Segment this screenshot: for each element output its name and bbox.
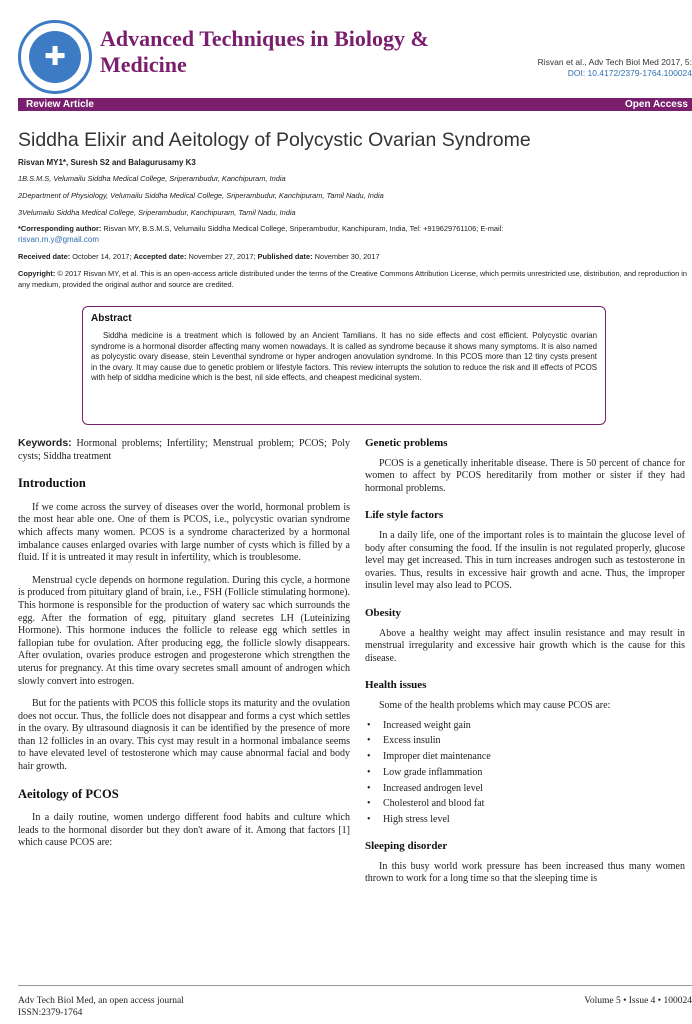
article-dates: [18, 252, 688, 263]
abstract-box: [82, 306, 606, 425]
aeitology-heading: Aeitology of PCOS: [18, 786, 119, 801]
journal-seal-icon: ✚: [29, 31, 81, 83]
copyright-label: Copyright:: [18, 269, 56, 278]
obesity-paragraph: Above a healthy weight may affect insulin resistance and may result in menstrual irregularity and excessive hair growth which is the cause for this disease.: [365, 627, 685, 664]
health-issues-heading: Health issues: [365, 679, 427, 692]
received-label: Received date:: [18, 252, 71, 261]
genetic-paragraph: PCOS is a genetically inheritable disease. There is 50 percent of chance for women to affect by PCOS hereditarily from mother or sister if they had hormonal problems.: [365, 457, 685, 494]
genetic-heading: Genetic problems: [365, 437, 448, 449]
published-label: Published date:: [257, 252, 313, 261]
affiliation-2: 2Department of Physiology, Velumailu Siddha Medical College, Sriperambudur, Kanchipuram, Tamil Nadu, India: [18, 191, 384, 200]
author-list: Risvan MY1*, Suresh S2 and Balagurusamy K3: [18, 158, 196, 167]
corresponding-label: *Corresponding author:: [18, 224, 102, 233]
footer-issn: ISSN:2379-1764: [18, 1008, 83, 1018]
health-issues-list: [365, 718, 685, 829]
list-item: • Cholesterol and blood fat: [365, 796, 685, 812]
footer-divider: [18, 985, 692, 986]
list-item: • Increased weight gain: [365, 718, 685, 734]
affiliation-3: 3Velumailu Siddha Medical College, Sriperambudur, Kanchipuram, Tamil Nadu, India: [18, 208, 296, 217]
health-issues-paragraph: Some of the health problems which may cause PCOS are:: [379, 699, 611, 711]
email-link[interactable]: risvan.m.y@gmail.com: [18, 234, 100, 244]
keywords-label: Keywords:: [18, 437, 72, 449]
keywords-text: Hormonal problems; Infertility; Menstrual problem; PCOS; Poly cysts; Siddha treatment: [18, 438, 350, 462]
right-column: [365, 437, 685, 886]
keywords: [18, 437, 350, 463]
received-date: October 14, 2017;: [72, 252, 132, 261]
lifestyle-paragraph: In a daily life, one of the important roles is to maintain the glucose level of body after consuming the food. If the insulin is not regulated properly, glucose level may get increased. This in turn increases androgen such as testosterone in ovaries. Thus, results in excessive hair growth and acne. Thus, the improper insulin level may also lead to PCOS.: [365, 529, 685, 592]
article-title: Siddha Elixir and Aeitology of Polycystic Ovarian Syndrome: [18, 129, 531, 151]
accepted-label: Accepted date:: [133, 252, 187, 261]
citation-block: [538, 57, 692, 79]
abstract-heading: Abstract: [91, 313, 132, 324]
introduction-heading: Introduction: [18, 476, 86, 491]
left-column: [18, 437, 350, 850]
list-item: • Increased androgen level: [365, 781, 685, 797]
copyright-text: © 2017 Risvan MY, et al. This is an open-access article distributed under the terms of the Creative Commons Attribution License, which permits unrestricted use, distribution, and reproduction in any medium, provided the original author and source are credited.: [18, 269, 688, 289]
open-access-label: Open Access: [625, 99, 688, 110]
aeitology-paragraph: In a daily routine, women undergo different food habits and culture which leads to the hormonal disorder but they don't aware of it. Among that factors [1] which cause PCOS are:: [18, 812, 350, 849]
article-type-banner: [18, 98, 692, 111]
footer-volume: Volume 5 • Issue 4 • 100024: [584, 996, 692, 1006]
journal-title: Advanced Techniques in Biology & Medicine: [100, 26, 429, 77]
corresponding-text: Risvan MY, B.S.M.S, Velumailu Siddha Medical College, Sriperambudur, Kanchipuram, India, Tel: +919629761106; E-mail:: [103, 224, 504, 233]
journal-logo: [18, 20, 92, 94]
affiliation-1: 1B.S.M.S, Velumailu Siddha Medical College, Sriperambudur, Kanchipuram, India: [18, 174, 286, 183]
list-item: • Improper diet maintenance: [365, 749, 685, 765]
obesity-heading: Obesity: [365, 606, 402, 619]
list-item: • High stress level: [365, 812, 685, 828]
abstract-text: Siddha medicine is a treatment which is followed by an Ancient Tamilians. It has no side effects and cost efficient. Polycystic ovarian syndrome is a hormonal disorder affecting many women nowadays. It is called as syndrome because it shows many symptoms. It is also named as polycystic ovary disease, stein Leventhal syndrome or hyper androgen anovulation syndrome. In this PCOS more than 12 tiny cysts present in the ovary. It may cause due to genetic problem or lifestyle factors. This review interrupts the solution to reduce the risk and ill effects of PCOS with help of siddha medicine which is the best, nil side effects, and cheapest medicinal system.: [91, 331, 597, 383]
article-type-label: Review Article: [26, 99, 94, 110]
sleeping-disorder-paragraph: In this busy world work pressure has been increased thus many women thrown to work for a long time so that the sleeping time is: [365, 860, 685, 885]
published-date: November 30, 2017: [314, 252, 380, 261]
intro-paragraph-2: Menstrual cycle depends on hormone regulation. During this cycle, a hormone is produced from pituitary gland of brain, i.e., FSH (Follicle stimulating hormone). This hormone is responsible for the production of watery sac which surrounds the egg. After the formation of egg, pituitary gland secretes LH (Luteinizing Hormone). This hormone induces the follicle to release egg which settles in fallopian tube for ovulation. After producing egg, the follicle slowly disappears. After ovulation, ovaries produce estrogen and progesterone which strengthen the uterus for pregnancy. At this time ovary secretes small amount of androgen which slowly convert into estrogen.: [18, 574, 350, 687]
doi-link[interactable]: DOI: 10.4172/2379-1764.100024: [567, 68, 692, 78]
footer-journal-line: Adv Tech Biol Med, an open access journal: [18, 996, 184, 1006]
list-item: • Excess insulin: [365, 733, 685, 749]
intro-paragraph-1: If we come across the survey of diseases over the world, hormonal problem is the most hear able one. One of them is PCOS, i.e., polycystic ovarian syndrome which affects many women. PCOS is a syndrome characterized by a hormonal imbalance causes enlarged ovaries with large number of cysts which is filled by a fluid. If it is untreated it may result in infertility, which is troublesome.: [18, 501, 350, 564]
footer-journal: [18, 995, 184, 1019]
sleeping-disorder-heading: Sleeping disorder: [365, 840, 448, 853]
intro-paragraph-3: But for the patients with PCOS this follicle stops its maturity and the ovulation does not occur. Thus, the follicle does not disappear and forms a cyst which settles in the ovary. By ultrasound diagnosis it can be identified by the presence of more than 12 follicles in an ovary. This cyst may result in a hormonal imbalance seems to have elevated level of testosterone which may cause abnormal facial and body hair growth.: [18, 698, 350, 773]
citation-line: Risvan et al., Adv Tech Biol Med 2017, 5:: [537, 57, 692, 67]
list-item: • Low grade inflammation: [365, 765, 685, 781]
copyright-notice: [18, 269, 688, 290]
accepted-date: November 27, 2017;: [188, 252, 256, 261]
lifestyle-heading: Life style factors: [365, 509, 444, 522]
corresponding-author: [18, 224, 688, 245]
